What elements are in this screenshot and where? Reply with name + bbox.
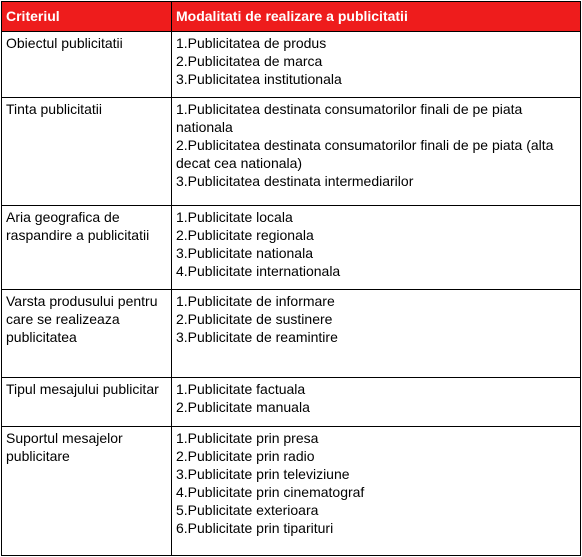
- list-item: 3.Publicitate nationala: [176, 245, 313, 261]
- list-item: 6.Publicitate prin tiparituri: [176, 520, 334, 536]
- list-item: 1.Publicitate factuala: [176, 381, 306, 397]
- list-item: 5.Publicitate exterioara: [176, 502, 319, 518]
- list-item: 3.Publicitate prin televiziune: [176, 466, 350, 482]
- modalities-cell: [172, 378, 581, 427]
- list-item: 3.Publicitatea institutionala: [176, 71, 342, 87]
- criterion-cell: Varsta produsului pentru care se realizeaza publicitatea: [2, 290, 172, 378]
- list-item: 4.Publicitate prin cinematograf: [176, 484, 365, 500]
- header-criterion: Criteriul: [2, 2, 172, 32]
- modalities-cell: [172, 98, 581, 206]
- list-item: 3.Publicitatea destinata intermediarilor: [176, 173, 414, 189]
- list-item: 3.Publicitate de reamintire: [176, 329, 338, 345]
- list-item: 1.Publicitate locala: [176, 209, 293, 225]
- table-row: [2, 206, 581, 290]
- criterion-cell: Obiectul publicitatii: [2, 32, 172, 98]
- header-row: [2, 2, 581, 32]
- list-item: 2.Publicitate regionala: [176, 227, 314, 243]
- modalities-cell: [172, 290, 581, 378]
- criterion-cell: Tipul mesajului publicitar: [2, 378, 172, 427]
- table-row: [2, 32, 581, 98]
- criteria-table: [1, 1, 581, 556]
- table-row: [2, 427, 581, 556]
- table-row: [2, 290, 581, 378]
- list-item: 2.Publicitate de sustinere: [176, 311, 333, 327]
- list-item: 4.Publicitate internationala: [176, 263, 341, 279]
- modalities-cell: [172, 427, 581, 556]
- modalities-cell: [172, 32, 581, 98]
- header-modalities: Modalitati de realizare a publicitatii: [172, 2, 581, 32]
- list-item: 2.Publicitate manuala: [176, 399, 310, 415]
- table-row: [2, 98, 581, 206]
- list-item: 1.Publicitatea destinata consumatorilor finali de pe piata nationala: [176, 101, 523, 135]
- list-item: 1.Publicitate de informare: [176, 293, 335, 309]
- list-item: 2.Publicitatea de marca: [176, 53, 323, 69]
- list-item: 1.Publicitatea de produs: [176, 35, 327, 51]
- criterion-cell: Tinta publicitatii: [2, 98, 172, 206]
- list-item: 2.Publicitatea destinata consumatorilor finali de pe piata (alta decat cea nationala): [176, 137, 554, 171]
- criterion-cell: Suportul mesajelor publicitare: [2, 427, 172, 556]
- criterion-cell: Aria geografica de raspandire a publicitatii: [2, 206, 172, 290]
- list-item: 1.Publicitate prin presa: [176, 430, 319, 446]
- table-row: [2, 378, 581, 427]
- modalities-cell: [172, 206, 581, 290]
- list-item: 2.Publicitate prin radio: [176, 448, 315, 464]
